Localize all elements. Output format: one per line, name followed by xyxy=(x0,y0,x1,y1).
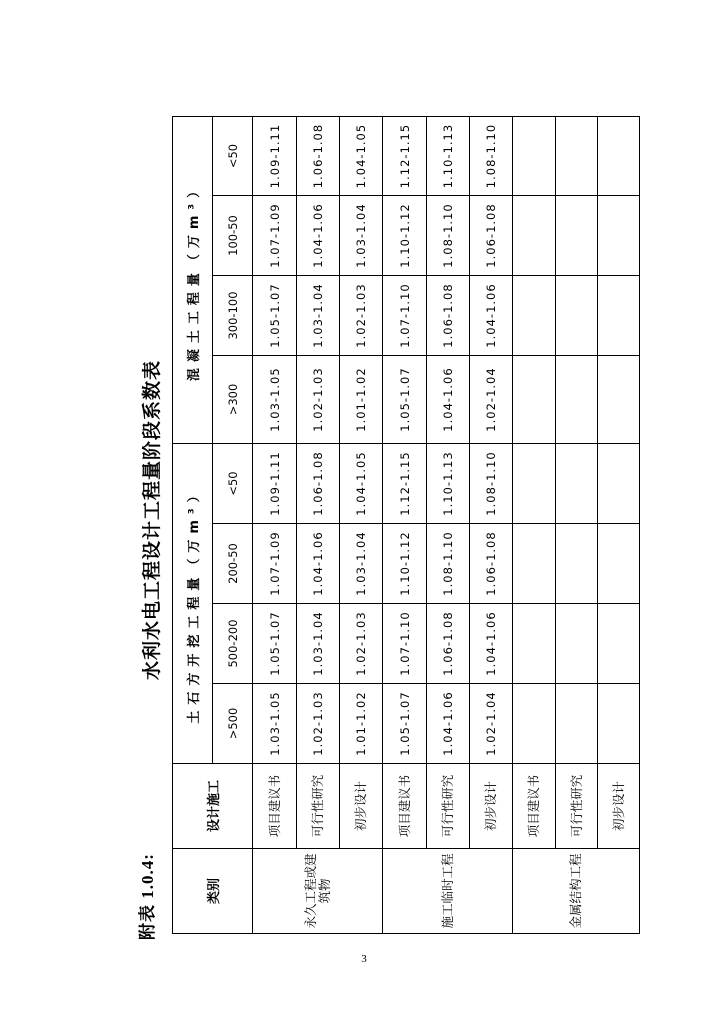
category-permanent: 永久工程或建筑物 xyxy=(253,849,383,934)
value-cell: 1.02-1.03 xyxy=(297,356,340,444)
value-cell: 1.08-1.10 xyxy=(470,444,513,524)
table-row xyxy=(598,117,640,934)
value-cell: 1.06-1.08 xyxy=(427,276,470,356)
value-cell: 1.05-1.07 xyxy=(253,604,297,684)
value-cell: 1.03-1.05 xyxy=(253,356,297,444)
page-number: 3 xyxy=(361,953,367,965)
stage-cell: 可行性研究 xyxy=(297,764,340,849)
appendix-label: 附表 1.0.4: xyxy=(138,853,157,940)
value-cell: 1.03-1.05 xyxy=(253,684,297,764)
value-cell xyxy=(556,524,598,604)
value-cell xyxy=(556,117,598,196)
value-cell: 1.07-1.09 xyxy=(253,524,297,604)
value-cell: 1.04-1.05 xyxy=(340,444,383,524)
earth-range: >500 xyxy=(213,684,253,764)
value-cell xyxy=(513,524,556,604)
header-concrete-group: 混凝土工程量（万m³） xyxy=(173,117,213,444)
value-cell: 1.10-1.12 xyxy=(383,524,427,604)
value-cell xyxy=(598,356,640,444)
value-cell: 1.02-1.03 xyxy=(340,604,383,684)
value-cell: 1.01-1.02 xyxy=(340,684,383,764)
value-cell xyxy=(556,356,598,444)
value-cell: 1.08-1.10 xyxy=(427,524,470,604)
table-row xyxy=(513,117,556,934)
table-row xyxy=(427,117,470,934)
stage-cell: 项目建议书 xyxy=(383,764,427,849)
concrete-range: 300-100 xyxy=(213,276,253,356)
value-cell: 1.08-1.10 xyxy=(470,117,513,196)
value-cell xyxy=(513,356,556,444)
value-cell: 1.04-1.06 xyxy=(297,524,340,604)
stage-cell: 项目建议书 xyxy=(513,764,556,849)
value-cell xyxy=(598,524,640,604)
table-row xyxy=(470,117,513,934)
rotated-page xyxy=(133,100,643,940)
value-cell: 1.10-1.13 xyxy=(427,444,470,524)
page-title: 水利水电工程设计工程量阶段系数表 xyxy=(141,360,163,681)
stage-cell: 初步设计 xyxy=(470,764,513,849)
value-cell xyxy=(556,444,598,524)
value-cell: 1.02-1.03 xyxy=(340,276,383,356)
value-cell: 1.06-1.08 xyxy=(470,196,513,276)
category-metal-structure: 金属结构工程 xyxy=(513,849,640,934)
value-cell: 1.05-1.07 xyxy=(383,684,427,764)
coefficient-table xyxy=(172,116,640,934)
table-row xyxy=(556,117,598,934)
table-row xyxy=(297,117,340,934)
value-cell: 1.05-1.07 xyxy=(253,276,297,356)
value-cell xyxy=(556,604,598,684)
value-cell: 1.12-1.15 xyxy=(383,117,427,196)
value-cell xyxy=(513,117,556,196)
value-cell xyxy=(598,604,640,684)
value-cell xyxy=(598,444,640,524)
value-cell: 1.03-1.04 xyxy=(340,524,383,604)
header-category: 类别 xyxy=(173,849,253,934)
table-row xyxy=(340,117,383,934)
value-cell: 1.04-1.06 xyxy=(470,276,513,356)
value-cell: 1.12-1.15 xyxy=(383,444,427,524)
value-cell xyxy=(598,684,640,764)
value-cell: 1.08-1.10 xyxy=(427,196,470,276)
concrete-range: <50 xyxy=(213,117,253,196)
value-cell: 1.03-1.04 xyxy=(297,604,340,684)
header-earthwork-group: 土石方开挖工程量（万m³） xyxy=(173,444,213,764)
value-cell: 1.06-1.08 xyxy=(297,117,340,196)
category-temporary: 施工临时工程 xyxy=(383,849,513,934)
earth-range: <50 xyxy=(213,444,253,524)
header-stage: 设计施工 xyxy=(173,764,253,849)
value-cell: 1.02-1.04 xyxy=(470,684,513,764)
value-cell: 1.10-1.13 xyxy=(427,117,470,196)
value-cell xyxy=(513,684,556,764)
value-cell: 1.04-1.05 xyxy=(340,117,383,196)
value-cell: 1.03-1.04 xyxy=(297,276,340,356)
value-cell xyxy=(598,196,640,276)
value-cell xyxy=(556,276,598,356)
value-cell: 1.09-1.11 xyxy=(253,117,297,196)
value-cell: 1.01-1.02 xyxy=(340,356,383,444)
value-cell xyxy=(513,276,556,356)
value-cell: 1.10-1.12 xyxy=(383,196,427,276)
value-cell: 1.04-1.06 xyxy=(297,196,340,276)
value-cell: 1.06-1.08 xyxy=(470,524,513,604)
value-cell: 1.07-1.09 xyxy=(253,196,297,276)
value-cell: 1.07-1.10 xyxy=(383,604,427,684)
value-cell xyxy=(556,196,598,276)
value-cell: 1.04-1.06 xyxy=(470,604,513,684)
value-cell: 1.03-1.04 xyxy=(340,196,383,276)
earth-range: 500-200 xyxy=(213,604,253,684)
value-cell xyxy=(598,117,640,196)
value-cell: 1.05-1.07 xyxy=(383,356,427,444)
value-cell: 1.06-1.08 xyxy=(427,604,470,684)
earth-range: 200-50 xyxy=(213,524,253,604)
value-cell: 1.04-1.06 xyxy=(427,684,470,764)
value-cell xyxy=(513,444,556,524)
value-cell: 1.02-1.03 xyxy=(297,684,340,764)
value-cell: 1.07-1.10 xyxy=(383,276,427,356)
value-cell xyxy=(556,684,598,764)
concrete-range: 100-50 xyxy=(213,196,253,276)
stage-cell: 初步设计 xyxy=(598,764,640,849)
value-cell: 1.06-1.08 xyxy=(297,444,340,524)
value-cell: 1.09-1.11 xyxy=(253,444,297,524)
stage-cell: 可行性研究 xyxy=(427,764,470,849)
value-cell xyxy=(598,276,640,356)
value-cell: 1.04-1.06 xyxy=(427,356,470,444)
stage-cell: 项目建议书 xyxy=(253,764,297,849)
value-cell xyxy=(513,196,556,276)
value-cell xyxy=(513,604,556,684)
table-row xyxy=(253,117,297,934)
concrete-range: >300 xyxy=(213,356,253,444)
table-row xyxy=(383,117,427,934)
stage-cell: 初步设计 xyxy=(340,764,383,849)
value-cell: 1.02-1.04 xyxy=(470,356,513,444)
stage-cell: 可行性研究 xyxy=(556,764,598,849)
